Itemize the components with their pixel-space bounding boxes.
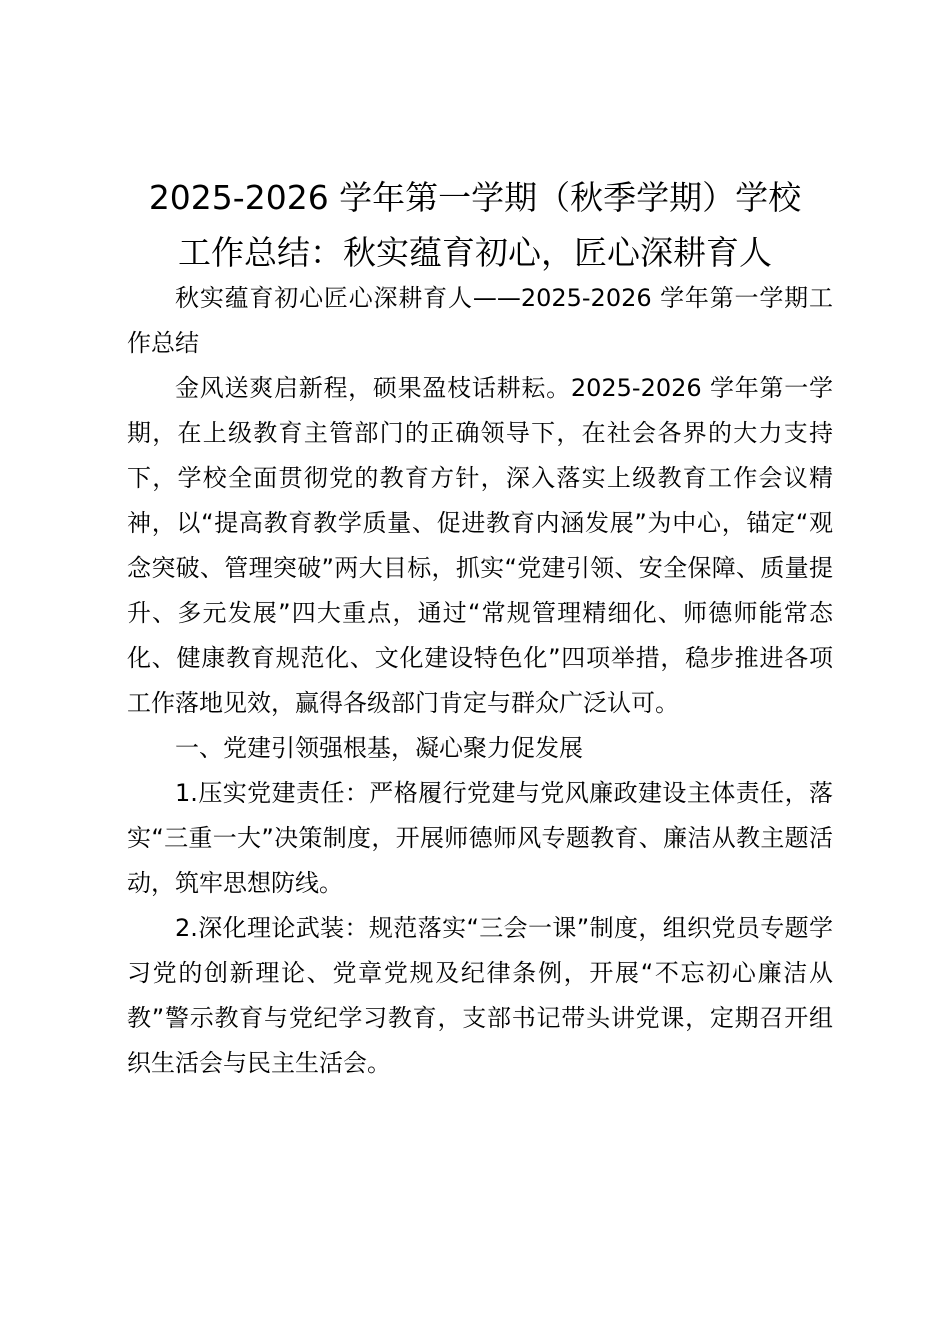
title-line-1: 2025-2026 学年第一学期（秋季学期）学校 — [148, 178, 802, 217]
list-item: 2.深化理论武装：规范落实“三会一课”制度，组织党员专题学习党的创新理论、党章党规及纪律条例，开展“不忘初心廉洁从教”警示教育与党纪学习教育，支部书记带头讲党课，定期召开组织生活会与民主生活会。 — [127, 914, 833, 1077]
title-line-2: 工作总结：秋实蕴育初心，匠心深耕育人 — [178, 233, 772, 272]
section-heading: 一、党建引领强根基，凝心聚力促发展 — [175, 734, 583, 762]
document-title — [118, 170, 832, 280]
subtitle-paragraph: 秋实蕴育初心匠心深耕育人——2025-2026 学年第一学期工作总结 — [127, 284, 833, 357]
list-item: 1.压实党建责任：严格履行党建与党风廉政建设主体责任，落实“三重一大”决策制度，开展师德师风专题教育、廉洁从教主题活动，筑牢思想防线。 — [127, 779, 833, 897]
document-body — [127, 276, 833, 1086]
intro-paragraph: 金风送爽启新程，硕果盈枝话耕耘。2025-2026 学年第一学期，在上级教育主管部门的正确领导下，在社会各界的大力支持下，学校全面贯彻党的教育方针，深入落实上级教育工作会议精神，以“提高教育教学质量、促进教育内涵发展”为中心，锚定“观念突破、管理突破”两大目标，抓实“党建引领、安全保障、质量提升、多元发展”四大重点，通过“常规管理精细化、师德师能常态化、健康教育规范化、文化建设特色化”四项举措，稳步推进各项工作落地见效，赢得各级部门肯定与群众广泛认可。 — [127, 374, 833, 717]
